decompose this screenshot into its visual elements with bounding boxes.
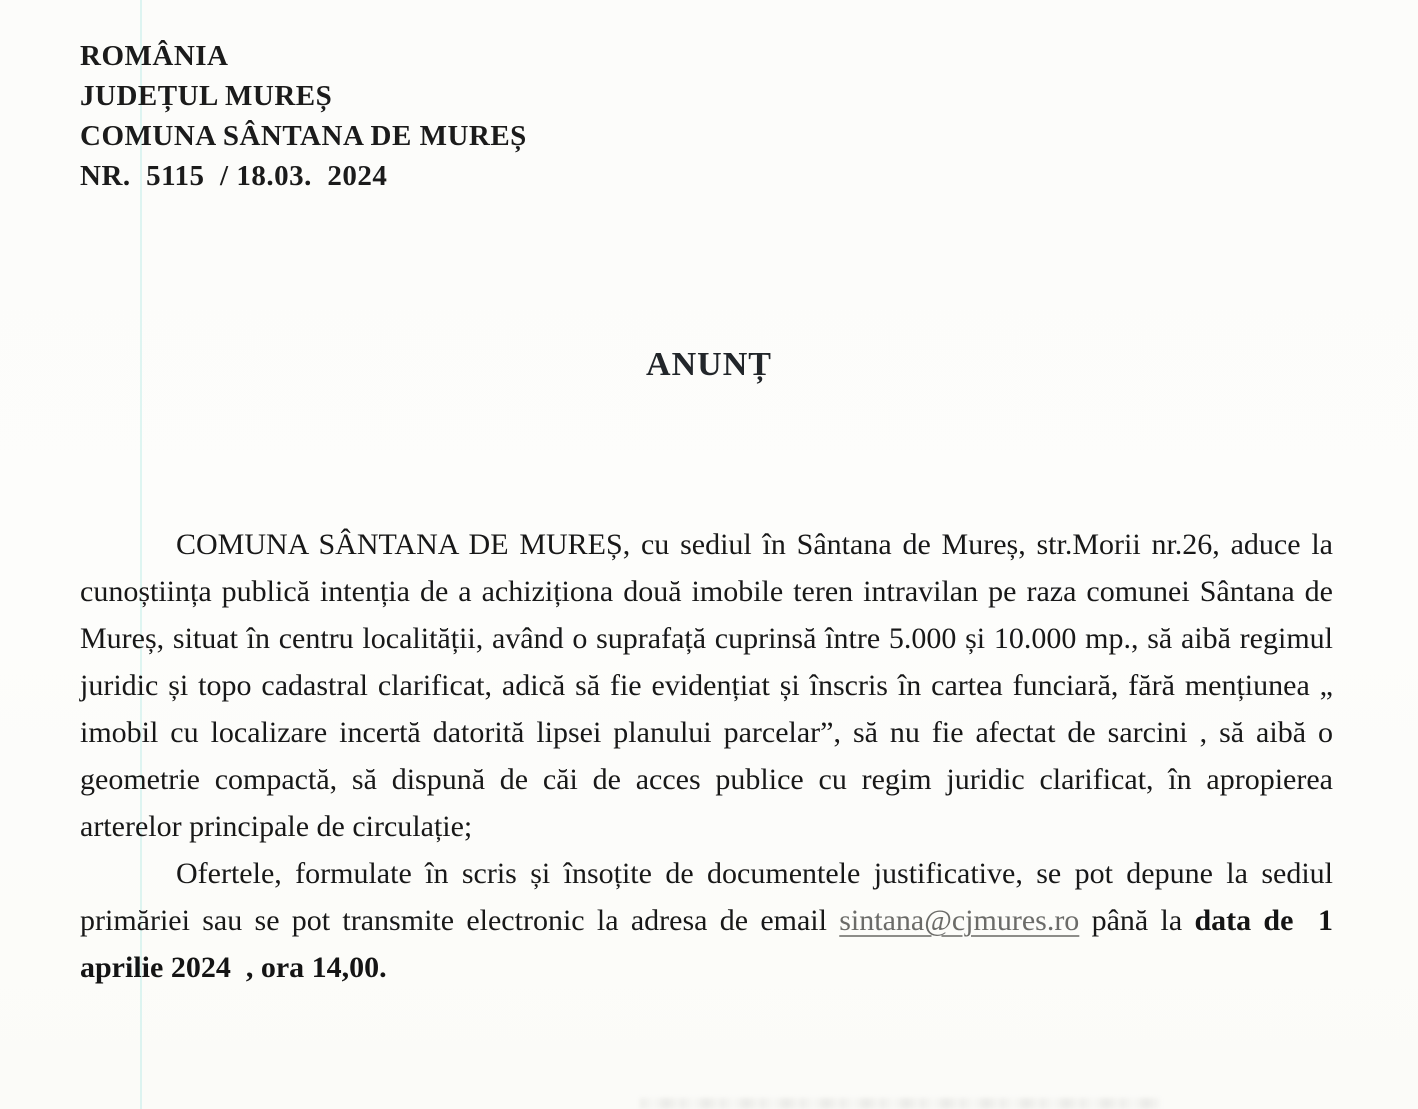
offers-text: Ofertele, formulate în scris și însoțite de documentele justificative, se pot depune la sediul primăriei sau se pot transmite electronic la adresa de email bbox=[80, 857, 1333, 937]
letterhead bbox=[80, 36, 527, 196]
letterhead-line-country: ROMÂNIA bbox=[80, 40, 229, 72]
announcement-body bbox=[80, 521, 1341, 991]
letterhead-line-registration-number: NR. 5115 / 18.03. 2024 bbox=[80, 160, 388, 192]
letterhead-line-county: JUDEȚUL MUREȘ bbox=[80, 80, 333, 112]
body-paragraph-offers bbox=[80, 850, 1341, 991]
deadline-text: data de 1 aprilie 2024 , ora 14,00. bbox=[80, 904, 1341, 984]
announcement-title: ANUNȚ bbox=[646, 346, 772, 383]
offers-text-middle: până la bbox=[1079, 904, 1195, 937]
email-address-text: sintana@cjmures.ro bbox=[839, 904, 1080, 937]
scan-smudge-artifact bbox=[640, 1098, 1160, 1109]
letterhead-line-commune: COMUNA SÂNTANA DE MUREȘ bbox=[80, 120, 527, 152]
body-paragraph-intent: COMUNA SÂNTANA DE MUREȘ, cu sediul în Sântana de Mureș, str.Morii nr.26, aduce la cunoștiința publică intenția de a achiziționa două imobile teren intravilan pe raza comunei Sântana de Mureș, situat în centru localității, având o suprafață cuprinsă între 5.000 și 10.000 mp., să aibă regimul juridic și topo cadastral clarificat, adică să fie evidențiat și înscris în cartea funciară, fără mențiunea „ imobil cu localizare incertă datorită lipsei planului parcelar”, să nu fie afectat de sarcini , să aibă o geometrie compactă, să dispună de căi de acces publice cu regim juridic clarificat, în apropierea arterelor principale de circulație; bbox=[80, 528, 1333, 843]
